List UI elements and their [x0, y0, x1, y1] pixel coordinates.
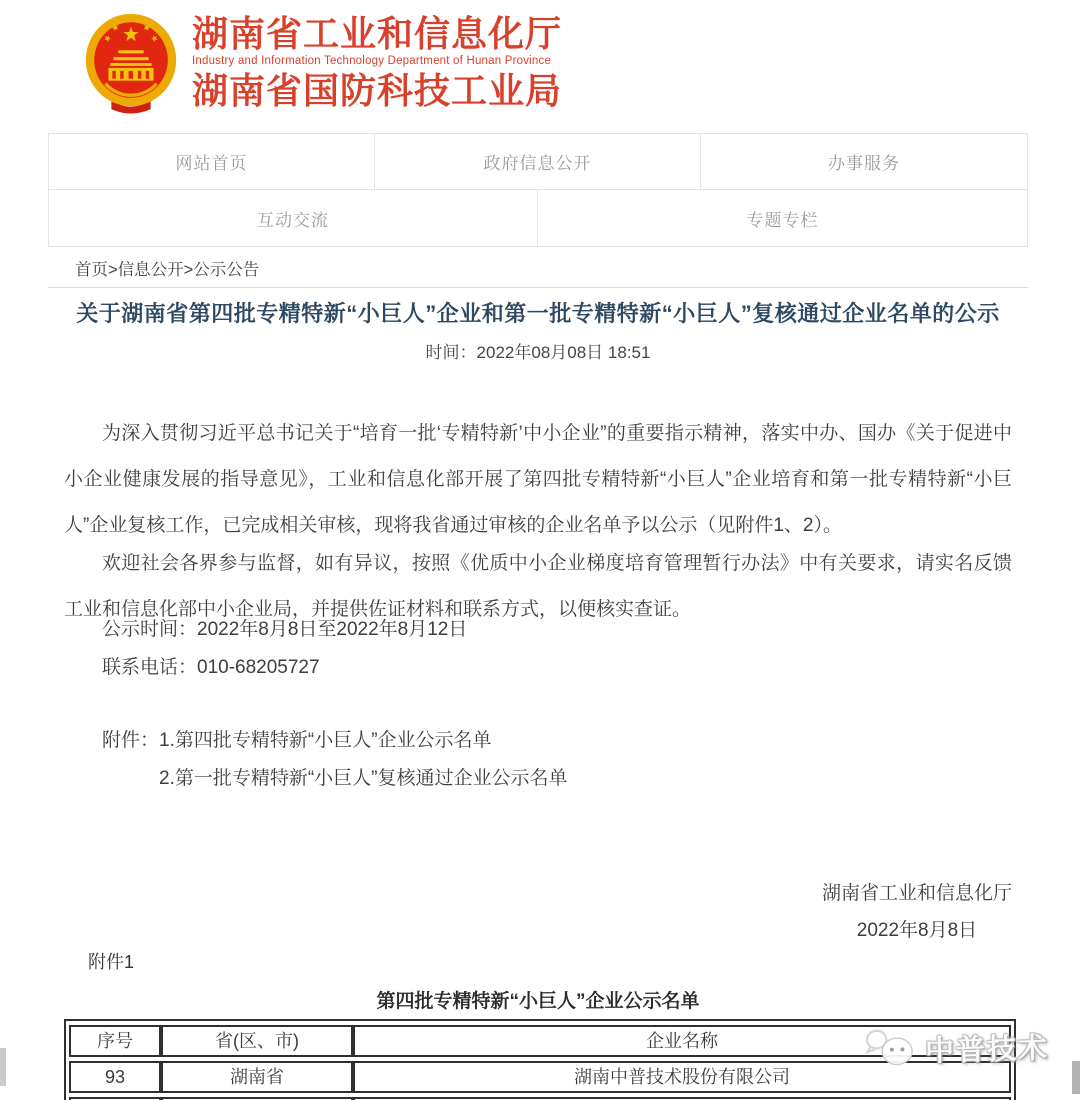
signature-block	[822, 875, 1012, 949]
breadcrumb-home[interactable]: 首页	[75, 261, 108, 279]
annex-label: 附件1	[88, 952, 135, 972]
attachments-list	[102, 722, 568, 798]
article-paragraph: 欢迎社会各界参与监督，如有异议，按照《优质中小企业梯度培育管理暂行办法》中有关要求，请实名反馈工业和信息化部中小企业局，并提供佐证材料和联系方式，以便核实查证。	[64, 553, 1012, 620]
national-emblem-icon	[78, 8, 184, 118]
cell-no: 93	[69, 1061, 161, 1093]
attachment-item-2: 2.第一批专精特新“小巨人”复核通过企业公示名单	[159, 768, 568, 789]
attachments-label: 附件：	[102, 730, 160, 751]
watermark-text: 中普技术	[924, 1032, 1050, 1068]
header-cell-no: 序号	[69, 1025, 161, 1057]
org-primary-title-en: Industry and Information Technology Department of Hunan Province	[192, 55, 552, 67]
article-timestamp: 时间：2022年08月08日 18:51	[425, 343, 651, 362]
breadcrumb-divider	[48, 287, 1028, 288]
header-cell-province: 省(区、市)	[161, 1025, 353, 1057]
main-nav	[48, 133, 1028, 247]
breadcrumb-announcements[interactable]: 公示公告	[193, 261, 260, 279]
right-edge-artifact	[1072, 1061, 1080, 1094]
signature-date: 2022年8月8日	[856, 920, 978, 941]
signature-org: 湖南省工业和信息化厅	[821, 883, 1012, 904]
attachment-line-1	[102, 722, 568, 760]
left-edge-artifact	[0, 1048, 6, 1086]
article-title: 关于湖南省第四批专精特新“小巨人”企业和第一批专精特新“小巨人”复核通过企业名单的公示	[76, 301, 1000, 326]
breadcrumb-separator: >	[108, 261, 118, 279]
table-row	[69, 1061, 1011, 1093]
org-primary-title: 湖南省工业和信息化厅	[192, 13, 563, 54]
nav-item-services[interactable]: 办事服务	[701, 134, 1027, 189]
attachment-item-1: 1.第四批专精特新“小巨人”企业公示名单	[159, 730, 492, 751]
annex-table	[69, 1021, 1011, 1100]
nav-item-home[interactable]: 网站首页	[49, 134, 375, 189]
nav-row-1	[49, 134, 1027, 190]
table-header-row	[69, 1025, 1011, 1057]
annex-table-wrapper	[64, 1019, 1016, 1100]
org-secondary-title: 湖南省国防科技工业局	[192, 70, 563, 111]
header-cell-company: 企业名称	[353, 1025, 1011, 1057]
contact-phone-line: 联系电话：010-68205727	[102, 657, 320, 678]
breadcrumb-separator: >	[183, 261, 194, 279]
nav-row-2	[49, 190, 1027, 246]
publish-window-line: 公示时间：2022年8月8日至2022年8月12日	[102, 619, 468, 640]
nav-item-special-topics[interactable]: 专题专栏	[538, 190, 1027, 246]
nav-item-interaction[interactable]: 互动交流	[49, 190, 538, 246]
nav-item-gov-info[interactable]: 政府信息公开	[375, 134, 701, 189]
article-paragraph: 为深入贯彻习近平总书记关于“培育一批‘专精特新’中小企业”的重要指示精神，落实中办、国办《关于促进中小企业健康发展的指导意见》，工业和信息化部开展了第四批专精特新“小巨人”企业培育和第一批专精特新“小巨人”企业复核工作，已完成相关审核，现将我省通过审核的企业名单予以公示（见附件1、2）。	[64, 423, 1012, 536]
breadcrumb-info[interactable]: 信息公开	[117, 261, 184, 279]
cell-province: 湖南省	[161, 1061, 353, 1093]
breadcrumb	[75, 256, 259, 280]
cell-company: 湖南中普技术股份有限公司	[353, 1061, 1011, 1093]
annex-table-title: 第四批专精特新“小巨人”企业公示名单	[376, 991, 700, 1012]
site-masthead	[192, 13, 562, 111]
